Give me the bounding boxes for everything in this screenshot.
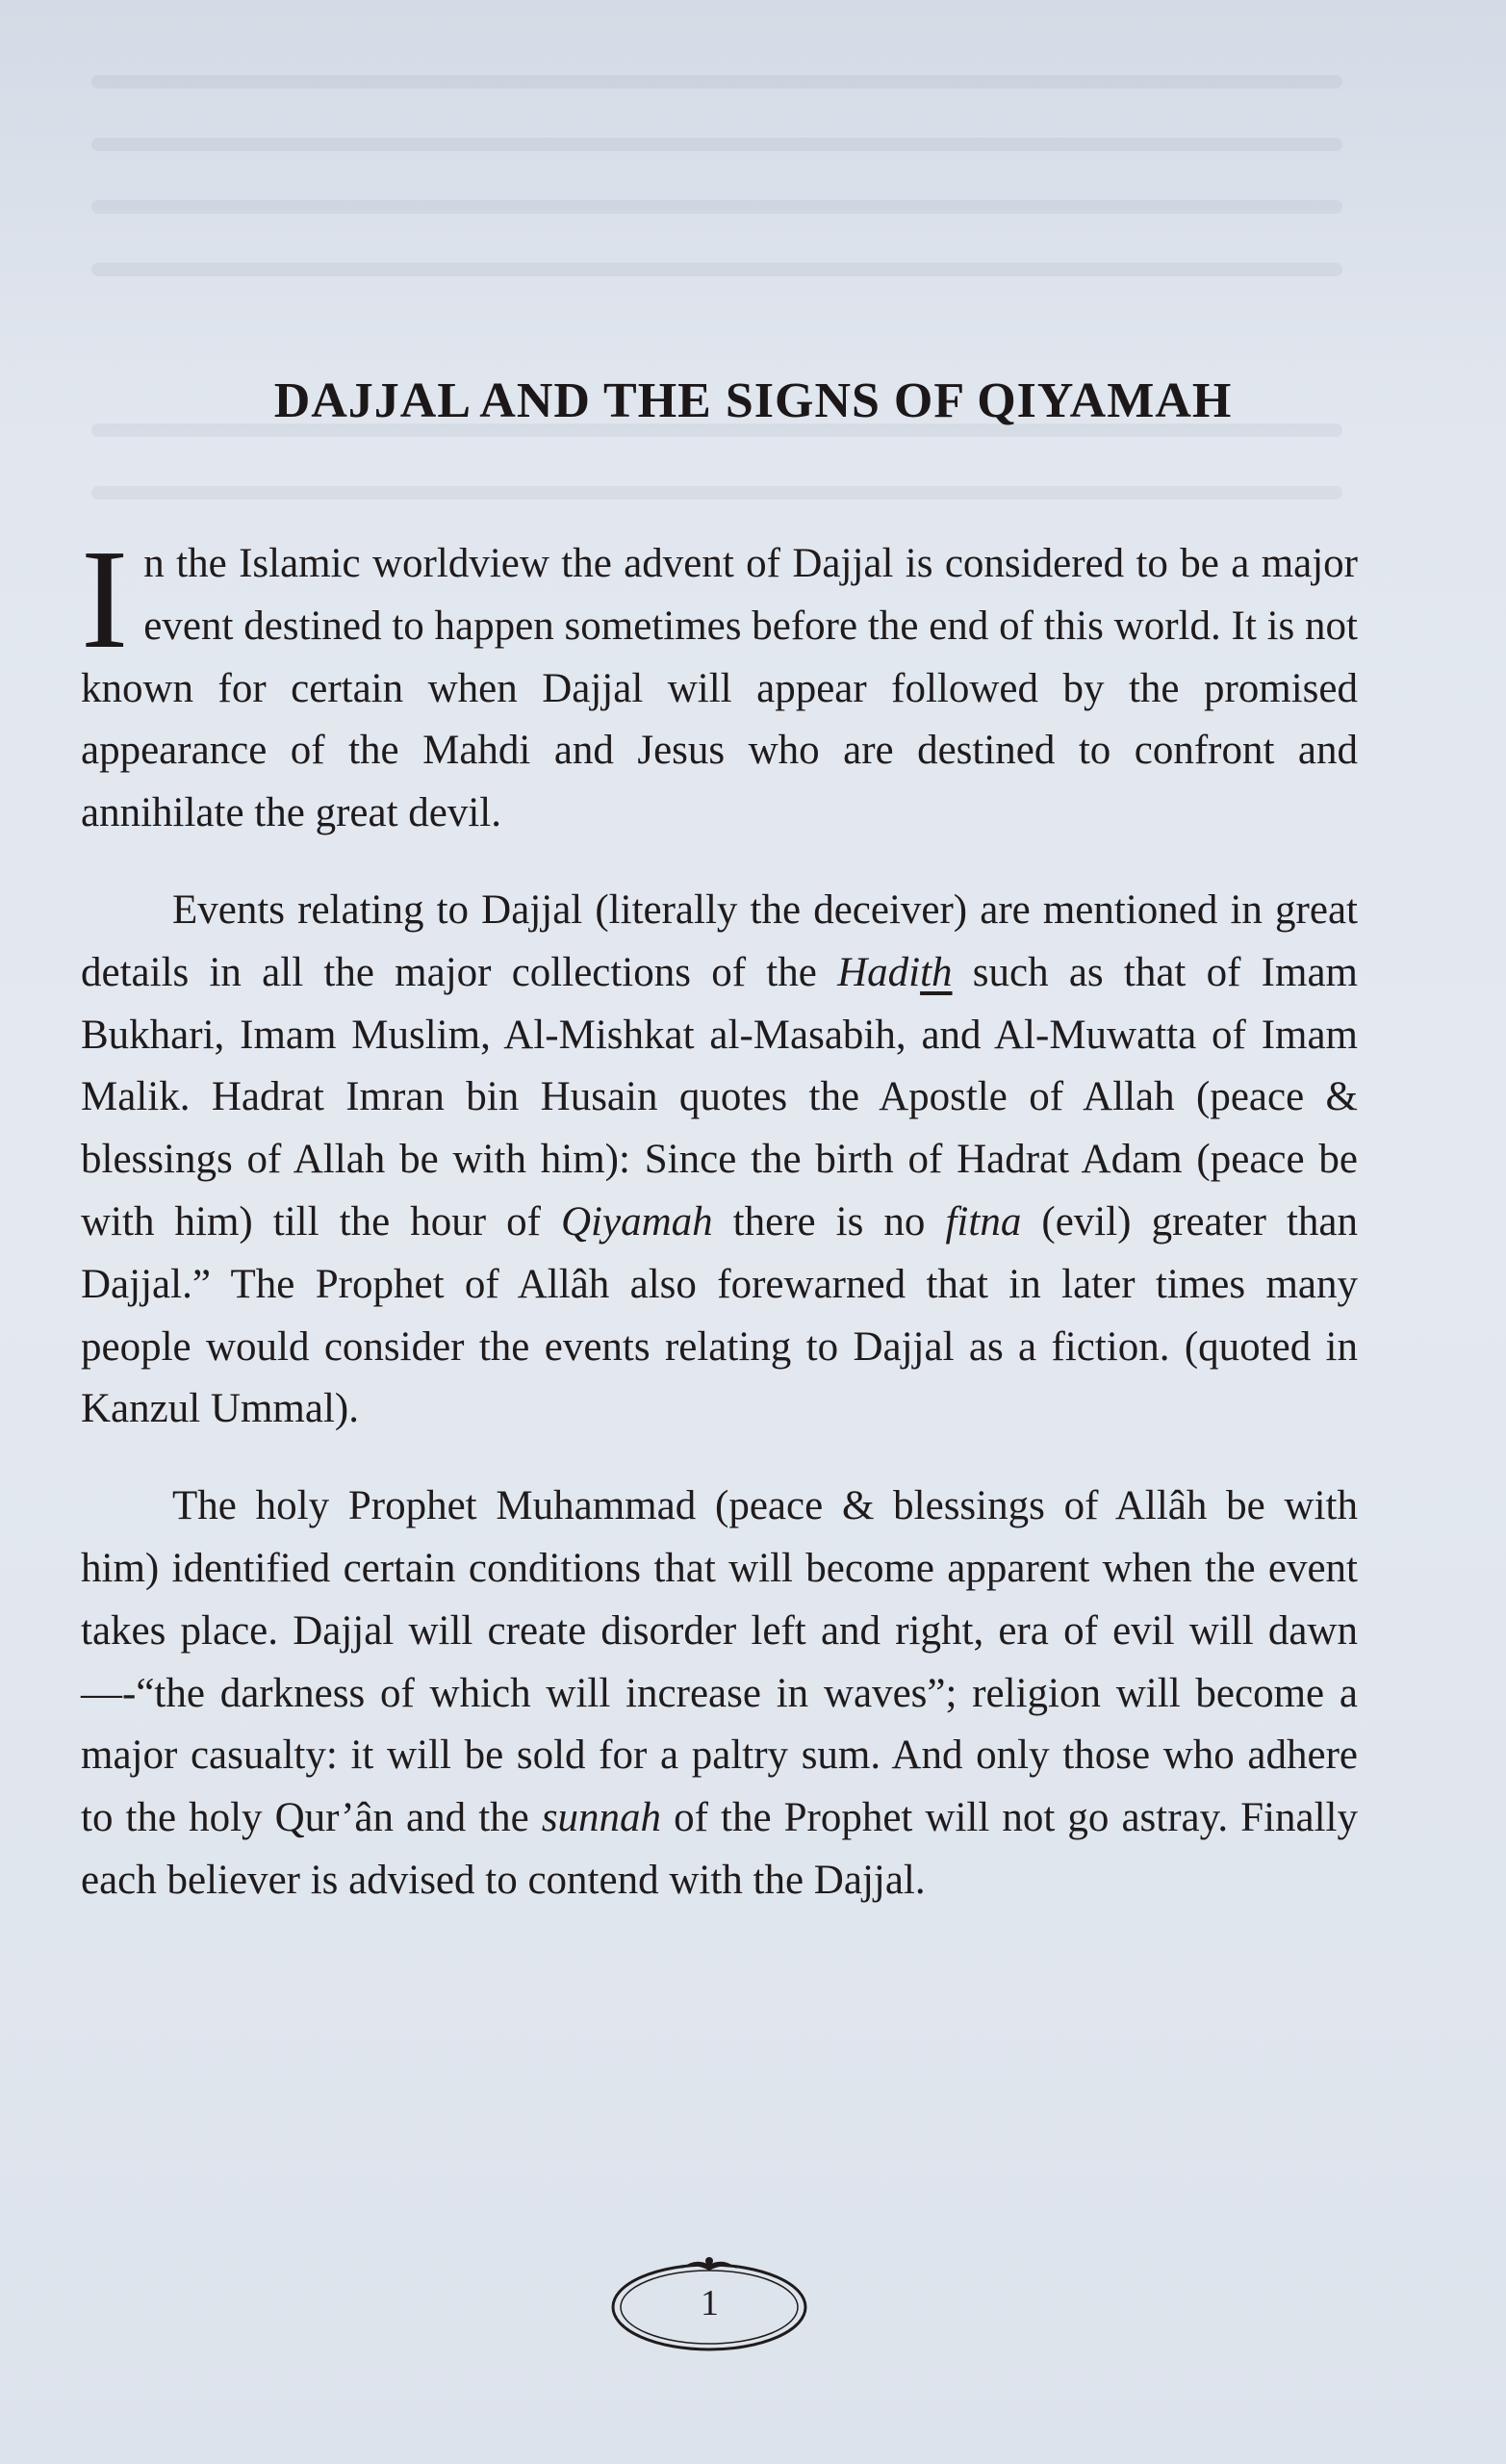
hadith-term-underlined: th bbox=[920, 949, 953, 995]
drop-cap: I bbox=[81, 521, 129, 679]
sunnah-term: sunnah bbox=[541, 1795, 662, 1841]
paragraph-2-text-b: such as that of Imam Bukhari, Imam Muslim, Al-Mishkat al-Masabih, and Al-Muwatta of Imam Malik. Hadrat Imran bin Husain quotes the Apostle of Allah (peace & blessings of Allah be with him): Since the birth of Hadrat Adam (peace be with him) till the hour of bbox=[81, 949, 1358, 1245]
body-text bbox=[81, 521, 1358, 1912]
paragraph-1 bbox=[81, 521, 1358, 845]
show-through-line bbox=[91, 75, 1342, 89]
chapter-title: DAJJAL AND THE SIGNS OF QIYAMAH bbox=[273, 372, 1233, 428]
paragraph-1-text: n the Islamic worldview the advent of Dajjal is considered to be a major event destined to happen sometimes before the end of this world. It is not known for certain when Dajjal will appear followed by the promised appearance of the Mahdi and Jesus who are destined to confront and annihilate the great devil. bbox=[81, 541, 1358, 836]
paragraph-3 bbox=[81, 1476, 1358, 1912]
paragraph-2-text-a: Events relating to Dajjal (literally the deceiver) are mentioned in great details in all the major collections of the bbox=[81, 886, 1358, 995]
fitna-term: fitna bbox=[945, 1198, 1022, 1245]
paragraph-2 bbox=[81, 880, 1358, 1441]
show-through-line bbox=[91, 263, 1342, 276]
show-through-line bbox=[91, 200, 1342, 214]
show-through-line bbox=[91, 138, 1342, 151]
hadith-term-a: Hadi bbox=[837, 949, 921, 995]
paragraph-2-text-c: there is no bbox=[712, 1198, 946, 1245]
show-through-line bbox=[91, 486, 1342, 500]
paragraph-3-text-a: The holy Prophet Muhammad (peace & blessings of Allâh be with him) identified certain conditions that will become apparent when the event takes place. Dajjal will create disorder left and right, era of evil will dawn—-“the darkness of which will increase in waves”; religion will become a major casualty: it will be sold for a paltry sum. And only those who adhere to the holy Qur’ân and the bbox=[81, 1483, 1358, 1841]
page-footer bbox=[0, 2247, 1506, 2363]
paragraph-2-text-d: (evil) greater than Dajjal.” The Prophet of Allâh also forewarned that in later times many people would consider the events relating to Dajjal as a fiction. (quoted in Kanzul Ummal). bbox=[81, 1198, 1358, 1432]
hadith-term bbox=[837, 950, 952, 995]
page-number: 1 bbox=[701, 2283, 719, 2323]
qiyamah-term: Qiyamah bbox=[560, 1198, 713, 1245]
paragraph-3-text-b: of the Prophet will not go astray. Finally each believer is advised to contend with the Dajjal. bbox=[81, 1795, 1358, 1903]
